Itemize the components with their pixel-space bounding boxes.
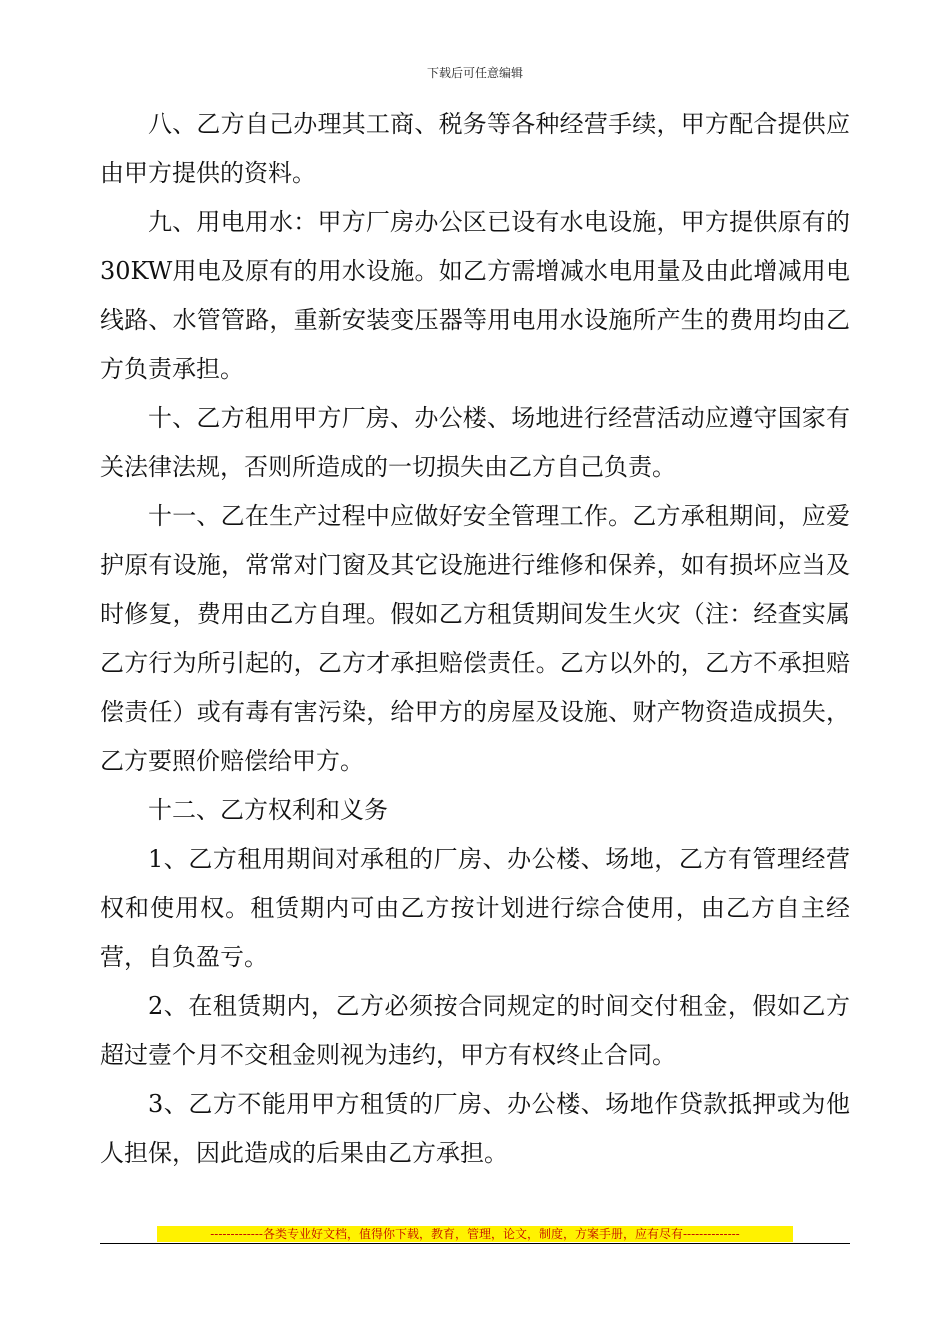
clause-12-heading: 十二、乙方权利和义务 — [148, 796, 388, 824]
clause-10: 十、乙方租用甲方厂房、办公楼、场地进行经营活动应遵守国家有关法律法规，否则所造成的一切损失由乙方自己负责。 — [100, 404, 850, 481]
footer-divider — [100, 1243, 850, 1244]
document-body — [100, 100, 850, 1178]
clause-12-item-2: 2、在租赁期内，乙方必须按合同规定的时间交付租金，假如乙方超过壹个月不交租金则视为违约，甲方有权终止合同。 — [100, 992, 850, 1069]
clause-9: 九、用电用水：甲方厂房办公区已设有水电设施，甲方提供原有的30KW用电及原有的用水设施。如乙方需增减水电用量及由此增减用电线路、水管管路，重新安装变压器等用电用水设施所产生的费用均由乙方负责承担。 — [100, 208, 850, 383]
clause-8: 八、乙方自己办理其工商、税务等各种经营手续，甲方配合提供应由甲方提供的资料。 — [100, 110, 850, 187]
clause-12-item-3: 3、乙方不能用甲方租赁的厂房、办公楼、场地作贷款抵押或为他人担保，因此造成的后果由乙方承担。 — [100, 1090, 850, 1167]
clause-11: 十一、乙在生产过程中应做好安全管理工作。乙方承租期间，应爱护原有设施，常常对门窗及其它设施进行维修和保养，如有损坏应当及时修复，费用由乙方自理。假如乙方租赁期间发生火灾（注：经查实属乙方行为所引起的，乙方才承担赔偿责任。乙方以外的，乙方不承担赔偿责任）或有毒有害污染，给甲方的房屋及设施、财产物资造成损失，乙方要照价赔偿给甲方。 — [100, 502, 850, 775]
clause-12-item-1: 1、乙方租用期间对承租的厂房、办公楼、场地，乙方有管理经营权和使用权。租赁期内可由乙方按计划进行综合使用，由乙方自主经营，自负盈亏。 — [100, 845, 850, 971]
header-note: 下载后可任意编辑 — [426, 66, 523, 80]
footer-banner: -------------各类专业好文档，值得你下载，教育，管理，论文，制度，方案手册，应有尽有-------------- — [157, 1226, 793, 1242]
